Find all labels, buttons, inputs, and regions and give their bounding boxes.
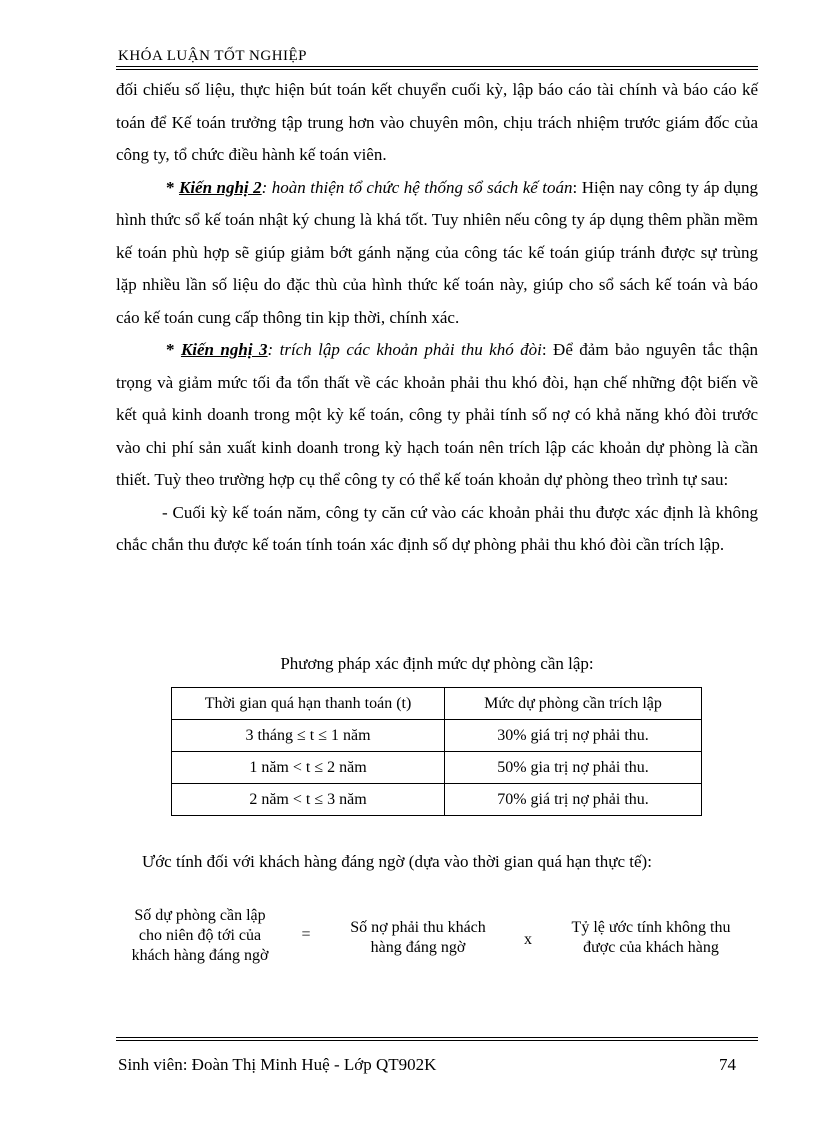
paragraph-kien-nghi-2 (116, 172, 758, 335)
formula-equals: = (301, 926, 311, 943)
kn3-star: * (166, 340, 181, 359)
table-cell: 3 tháng ≤ t ≤ 1 năm (172, 720, 445, 752)
estimate-line: Ước tính đối với khách hàng đáng ngờ (dựa vào thời gian quá hạn thực tế): (142, 852, 652, 871)
header-rule-2 (116, 69, 758, 70)
body-text (116, 74, 758, 562)
table-caption: Phương pháp xác định mức dự phòng cần lập: (280, 654, 594, 673)
formula-line: khách hàng đáng ngờ (131, 947, 269, 964)
kn3-text: : Để đảm bảo nguyên tắc thận trọng và giảm mức tối đa tổn thất về các khoản phải thu khó đòi, hạn chế những đột biến về kết quả kinh doanh trong một kỳ kế toán, công ty phải tính số nợ có khả năng khó đòi trước vào chi phí sản xuất kinh doanh trong kỳ hạch toán nên trích lập các khoản dự phòng là cần thiết. Tuỳ theo trường hợp cụ thể công ty có thể kế toán khoản dự phòng theo trình tự sau: (116, 340, 758, 489)
formula-multiply: x (524, 931, 532, 948)
table-cell: 50% gia trị nợ phải thu. (445, 752, 702, 784)
page-footer (118, 1055, 736, 1075)
header-title: KHÓA LUẬN TỐT NGHIỆP (118, 48, 308, 64)
formula-line: hàng đáng ngờ (370, 939, 466, 956)
table-cell: 70% giá trị nợ phải thu. (445, 784, 702, 816)
table-row (172, 752, 702, 784)
table-header-cell: Mức dự phòng cần trích lập (445, 688, 702, 720)
provision-rate-table (171, 687, 702, 816)
kn2-text: : Hiện nay công ty áp dụng hình thức sổ kế toán nhật ký chung là khá tốt. Tuy nhiên nếu công ty áp dụng thêm phần mềm kế toán phù hợp sẽ giúp giảm bớt gánh nặng của công tác kế toán giúp tránh được sự trùng lặp nhiều lần số liệu do đặc thù của hình thức kế toán này, giúp cho sổ sách kế toán và báo cáo kế toán cung cấp thông tin kịp thời, chính xác. (116, 177, 759, 327)
formula-left-term (110, 906, 290, 966)
paragraph-4: - Cuối kỳ kế toán năm, công ty căn cứ vào các khoản phải thu được xác định là không chắc chắn thu được kế toán tính toán xác định số dự phòng phải thu khó đòi cần trích lập. (116, 502, 758, 554)
table-cell: 30% giá trị nợ phải thu. (445, 720, 702, 752)
footer-rule-2 (116, 1040, 758, 1041)
table-cell: 1 năm < t ≤ 2 năm (172, 752, 445, 784)
kn3-label: Kiến nghị 3 (180, 340, 268, 359)
kn3-colon: : (267, 340, 280, 359)
table-row (172, 720, 702, 752)
formula-line: cho niên độ tới của (138, 927, 262, 944)
formula-line: được của khách hàng (583, 939, 719, 956)
paragraph-1: đối chiếu số liệu, thực hiện bút toán kết chuyển cuối kỳ, lập báo cáo tài chính và báo cáo kế toán để Kế toán trưởng tập trung hơn vào chuyên môn, chịu trách nhiệm trước giám đốc của công ty, tổ chức điều hành kế toán viên. (116, 80, 758, 164)
formula-middle-term (328, 918, 508, 958)
kn2-label: Kiến nghị 2 (178, 177, 262, 197)
kn2-star: * (166, 177, 179, 197)
formula-line: Số dự phòng cần lập (134, 907, 266, 924)
table-row (172, 784, 702, 816)
page-number: 74 (719, 1055, 736, 1074)
kn2-topic: hoàn thiện tổ chức hệ thống sổ sách kế toán (271, 177, 573, 197)
header-rule-1 (116, 66, 758, 67)
table-header-row (172, 688, 702, 720)
kn3-topic: trích lập các khoản phải thu khó đòi (279, 340, 542, 359)
footer-student: Sinh viên: Đoàn Thị Minh Huệ - Lớp QT902K (118, 1055, 437, 1074)
formula-right-term (546, 918, 756, 958)
formula-line: Số nợ phải thu khách (350, 919, 486, 936)
page-header (118, 48, 758, 65)
formula-line: Tỷ lệ ước tính không thu (571, 919, 731, 936)
paragraph-kien-nghi-3 (116, 334, 758, 497)
table-cell: 2 năm < t ≤ 3 năm (172, 784, 445, 816)
table-header-cell: Thời gian quá hạn thanh toán (t) (172, 688, 445, 720)
kn2-colon: : (261, 177, 272, 197)
footer-rule-1 (116, 1037, 758, 1038)
